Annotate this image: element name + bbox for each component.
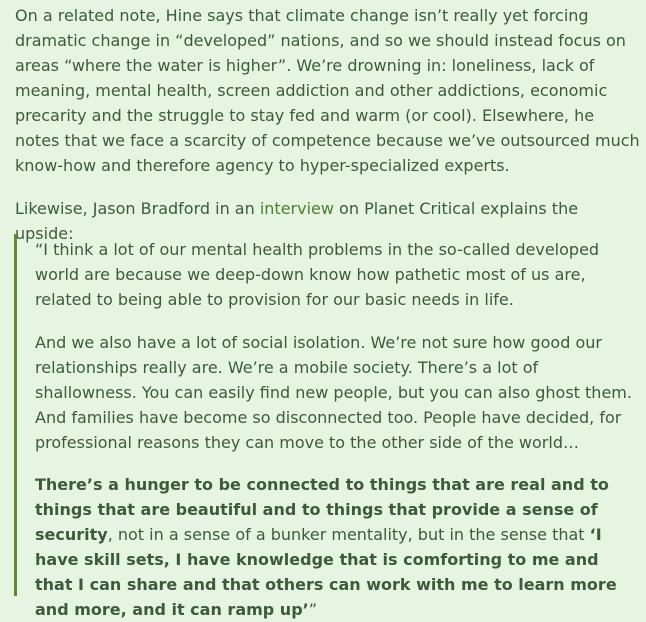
quote-bold-hunger: There’s a hunger to be connected to things that are real and to things that are beautiful and to things that provide a sense of security: [35, 475, 609, 544]
quote-closing-mark: ”: [308, 600, 318, 619]
paragraph-hine: On a related note, Hine says that climate change isn’t really yet forcing dramatic change in “developed” nations, and so we should instead focus on areas “where the water is higher”. We’re drowning in: loneliness, lack of meaning, mental health, screen addiction and other addictions, economic precarity and the struggle to stay fed and warm (or cool). Elsewhere, he notes that we face a scarcity of competence because we’ve outsourced much know-how and therefore agency to hyper-specialized experts.: [15, 6, 640, 175]
quote-paragraph-hunger: [35, 472, 641, 622]
intro-text-after-link: on Planet Critical explains the upside:: [15, 199, 579, 243]
quote-paragraph-mental-health: “I think a lot of our mental health problems in the so-called developed world are because we deep-down know how pathetic most of us are, related to being able to provision for our basic needs in life.: [35, 240, 600, 309]
quote-bold-skill-sets: ‘I have skill sets, I have knowledge that is comforting to me and that I can share and that others can work with me to learn more and more, and it can ramp up’: [35, 525, 617, 619]
quote-normal-text: , not in a sense of a bunker mentality, but in the sense that: [107, 525, 590, 544]
blockquote: [14, 234, 642, 619]
interview-link[interactable]: interview: [259, 199, 334, 218]
intro-text-before-link: Likewise, Jason Bradford in an: [15, 199, 260, 218]
quote-paragraph-social-isolation: And we also have a lot of social isolation. We’re not sure how good our relationships really are. We’re a mobile society. There’s a lot of shallowness. You can easily find new people, but you can also ghost them. And families have become so disconnected too. People have decided, for professional reasons they can move to the other side of the world…: [35, 333, 632, 452]
